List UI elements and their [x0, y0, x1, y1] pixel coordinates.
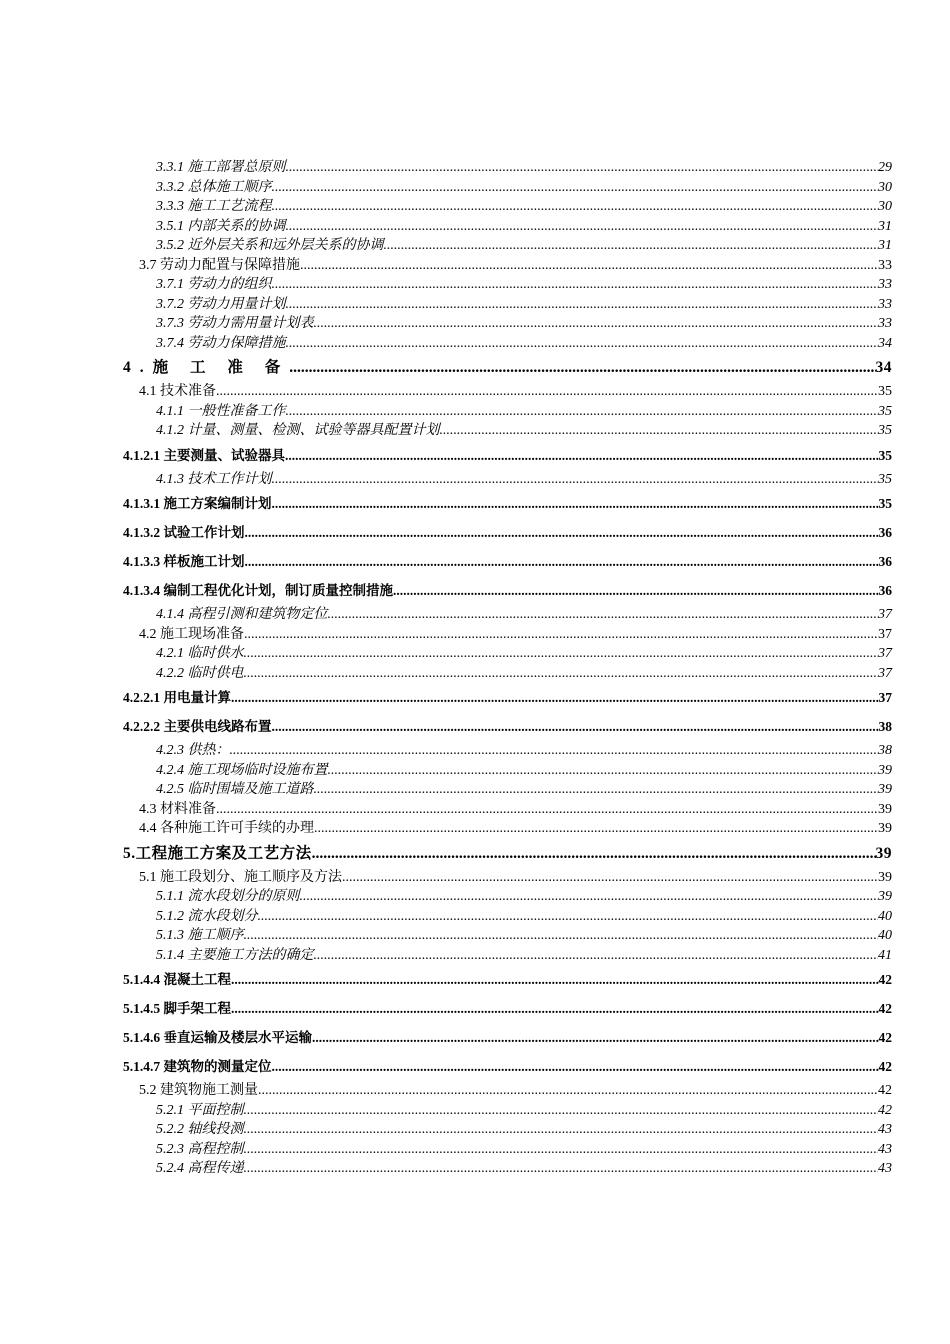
toc-entry-page: 33 — [878, 296, 892, 312]
toc-entry-page: 33 — [878, 257, 892, 273]
toc-entry[interactable] — [0, 741, 950, 761]
toc-leader-dots — [328, 605, 879, 625]
toc-entry[interactable] — [0, 197, 950, 217]
toc-entry[interactable] — [0, 926, 950, 946]
toc-entry[interactable] — [0, 489, 950, 518]
toc-entry-title: 4.1.3.4 编制工程优化计划，制订质量控制措施 — [123, 583, 393, 598]
toc-entry-title: 4.1.2 计量、测量、检测、试验等器具配置计划 — [156, 423, 440, 438]
toc-entry-page: 40 — [878, 928, 892, 943]
toc-entry[interactable] — [0, 217, 950, 237]
toc-entry-title: 3.7 劳动力配置与保障措施 — [139, 257, 300, 273]
toc-entry-title: 4.2.2.2 主要供电线路布置 — [123, 719, 272, 734]
toc-leader-dots — [272, 197, 879, 217]
toc-entry-title: 3.5.1 内部关系的协调 — [156, 218, 286, 234]
toc-entry-page: 39 — [878, 782, 892, 797]
toc-entry[interactable] — [0, 441, 950, 470]
toc-entry-page: 42 — [878, 1083, 892, 1098]
toc-entry[interactable] — [0, 576, 950, 605]
toc-leader-dots — [216, 382, 878, 402]
toc-leader-dots — [272, 489, 879, 518]
toc-leader-dots — [393, 576, 879, 605]
toc-entry-page: 34 — [875, 359, 892, 376]
toc-entry-page: 41 — [878, 947, 892, 963]
toc-entry-title: 5.1.4 主要施工方法的确定 — [156, 947, 314, 963]
toc-leader-dots — [300, 256, 878, 276]
toc-entry[interactable] — [0, 1101, 950, 1121]
toc-entry-title: 5.1.4.4 混凝土工程 — [123, 972, 231, 987]
toc-leader-dots — [314, 946, 879, 966]
toc-entry-title: 5.2.1 平面控制 — [156, 1102, 244, 1118]
toc-entry-page: 37 — [878, 665, 892, 681]
toc-entry-title: 3.7.4 劳动力保障措施 — [156, 335, 286, 351]
toc-entry-page: 38 — [878, 719, 892, 734]
toc-entry-title: 4.1.2.1 主要测量、试验器具 — [123, 447, 285, 463]
toc-leader-dots — [272, 470, 879, 490]
toc-leader-dots — [314, 314, 879, 334]
toc-entry[interactable] — [0, 256, 950, 276]
toc-entry[interactable] — [0, 664, 950, 684]
toc-entry-page: 39 — [878, 889, 892, 904]
toc-entry-title: 4.3 材料准备 — [139, 801, 216, 817]
toc-entry-title: 3.7.2 劳动力用量计划 — [156, 296, 286, 312]
toc-entry-title: 3.7.3 劳动力需用量计划表 — [156, 316, 314, 331]
toc-entry-page: 42 — [878, 972, 892, 987]
toc-entry-title: 4.2.3 供热： — [156, 743, 230, 758]
toc-leader-dots — [230, 741, 879, 761]
toc-entry[interactable] — [0, 334, 950, 354]
toc-entry-title: 4.2.4 施工现场临时设施布置 — [156, 762, 328, 778]
toc-entry-page: 38 — [878, 743, 892, 758]
toc-entry-page: 35 — [878, 423, 892, 438]
toc-entry[interactable] — [0, 965, 950, 994]
toc-entry-page: 31 — [878, 238, 892, 253]
toc-leader-dots — [244, 926, 879, 946]
toc-leader-dots — [289, 353, 875, 382]
toc-entry-title: 4.1 技术准备 — [139, 384, 216, 399]
toc-entry[interactable] — [0, 275, 950, 295]
toc-entry-page: 31 — [878, 218, 892, 234]
toc-entry-title: 3.3.2 总体施工顺序 — [156, 179, 272, 195]
toc-entry[interactable] — [0, 644, 950, 664]
toc-entry-page: 42 — [878, 1059, 892, 1074]
toc-entry[interactable] — [0, 353, 950, 382]
toc-entry[interactable] — [0, 178, 950, 198]
toc-leader-dots — [328, 761, 879, 781]
toc-entry[interactable] — [0, 1081, 950, 1101]
toc-leader-dots — [244, 1159, 879, 1179]
toc-entry-title: 3.3.1 施工部署总原则 — [156, 160, 286, 175]
toc-entry-page: 36 — [878, 554, 892, 569]
toc-entry-page: 37 — [878, 626, 892, 642]
toc-entry-page: 42 — [878, 1102, 892, 1118]
toc-entry[interactable] — [0, 518, 950, 547]
toc-entry[interactable] — [0, 605, 950, 625]
toc-entry-title: 4.2.5 临时围墙及施工道路 — [156, 782, 314, 797]
toc-entry-page: 40 — [878, 908, 892, 924]
toc-entry-title: 5.2 建筑物施工测量 — [139, 1083, 258, 1098]
toc-entry[interactable] — [0, 819, 950, 839]
toc-leader-dots — [286, 402, 879, 422]
toc-leader-dots — [244, 625, 878, 645]
toc-entry[interactable] — [0, 625, 950, 645]
toc-entry[interactable] — [0, 761, 950, 781]
toc-entry-title: 4.2.1 临时供水 — [156, 646, 244, 661]
toc-entry-page: 39 — [878, 821, 892, 836]
toc-entry[interactable] — [0, 907, 950, 927]
toc-entry-title: 4.1.3 技术工作计划 — [156, 471, 272, 487]
toc-entry-title: 4.1.1 一般性准备工作 — [156, 403, 286, 419]
toc-entry-title: 4.1.3.2 试验工作计划 — [123, 525, 245, 540]
toc-entry-page: 36 — [878, 583, 892, 598]
toc-entry-page: 33 — [878, 316, 892, 331]
toc-leader-dots — [244, 1101, 879, 1121]
toc-entry-page: 39 — [878, 801, 892, 817]
toc-leader-dots — [272, 275, 879, 295]
toc-entry-title: 3.3.3 施工工艺流程 — [156, 199, 272, 214]
toc-entry[interactable] — [0, 382, 950, 402]
toc-leader-dots — [272, 1052, 879, 1081]
toc-entry[interactable] — [0, 1052, 950, 1081]
toc-leader-dots — [286, 295, 879, 315]
toc-entry-title: 4.1.3.1 施工方案编制计划 — [123, 496, 272, 511]
toc-entry-title: 5.1 施工段划分、施工顺序及方法 — [139, 869, 342, 885]
table-of-contents — [0, 158, 950, 1179]
toc-entry-title: 5.2.2 轴线投测 — [156, 1122, 244, 1137]
toc-leader-dots — [384, 236, 879, 256]
toc-entry[interactable] — [0, 868, 950, 888]
toc-entry-page: 35 — [878, 384, 892, 399]
toc-entry[interactable] — [0, 158, 950, 178]
toc-entry-title: 3.5.2 近外层关系和远外层关系的协调 — [156, 238, 384, 253]
toc-entry[interactable] — [0, 780, 950, 800]
toc-entry[interactable] — [0, 1120, 950, 1140]
toc-entry-page: 37 — [878, 690, 892, 705]
toc-leader-dots — [245, 518, 879, 547]
toc-leader-dots — [231, 965, 879, 994]
toc-entry[interactable] — [0, 295, 950, 315]
toc-entry[interactable] — [0, 421, 950, 441]
toc-entry[interactable] — [0, 800, 950, 820]
toc-entry[interactable] — [0, 547, 950, 576]
toc-entry-page: 35 — [878, 496, 892, 511]
toc-entry-title: 5.1.4.6 垂直运输及楼层水平运输 — [123, 1030, 312, 1045]
toc-entry-title: 5.2.4 高程传递 — [156, 1161, 244, 1176]
toc-leader-dots — [258, 1081, 878, 1101]
toc-entry-title: 4.2 施工现场准备 — [139, 626, 244, 642]
toc-leader-dots — [231, 994, 879, 1023]
toc-entry-page: 33 — [878, 277, 892, 292]
toc-leader-dots — [286, 217, 879, 237]
toc-leader-dots — [314, 819, 878, 839]
toc-leader-dots — [312, 1023, 879, 1052]
toc-entry-title: 4.4 各种施工许可手续的办理 — [139, 821, 314, 836]
toc-entry[interactable] — [0, 946, 950, 966]
toc-entry[interactable] — [0, 994, 950, 1023]
toc-entry-title: 5.工程施工方案及工艺方法 — [123, 844, 312, 862]
toc-leader-dots — [244, 1120, 879, 1140]
toc-entry-page: 43 — [878, 1141, 892, 1157]
toc-entry-page: 30 — [878, 199, 892, 214]
toc-leader-dots — [231, 683, 879, 712]
toc-entry[interactable] — [0, 470, 950, 490]
toc-entry-page: 39 — [878, 869, 892, 885]
toc-leader-dots — [272, 712, 879, 741]
toc-leader-dots — [314, 780, 879, 800]
toc-leader-dots — [244, 1140, 879, 1160]
toc-entry[interactable] — [0, 314, 950, 334]
toc-entry-page: 36 — [878, 525, 892, 540]
toc-leader-dots — [342, 868, 878, 888]
toc-entry-title: 4.施 工 准 备 — [123, 359, 290, 376]
toc-leader-dots — [285, 441, 879, 470]
toc-entry-title: 4.2.2.1 用电量计算 — [123, 690, 231, 705]
toc-entry[interactable] — [0, 683, 950, 712]
toc-entry-title: 3.7.1 劳动力的组织 — [156, 277, 272, 292]
toc-leader-dots — [244, 664, 879, 684]
toc-entry[interactable] — [0, 1140, 950, 1160]
toc-leader-dots — [258, 907, 879, 927]
toc-leader-dots — [440, 421, 879, 441]
toc-leader-dots — [300, 887, 879, 907]
toc-entry-title: 5.2.3 高程控制 — [156, 1141, 244, 1157]
toc-entry[interactable] — [0, 712, 950, 741]
toc-entry-page: 29 — [878, 160, 892, 175]
toc-entry-page: 43 — [878, 1161, 892, 1176]
toc-leader-dots — [245, 547, 879, 576]
toc-entry[interactable] — [0, 839, 950, 868]
toc-entry-page: 35 — [878, 447, 892, 463]
toc-entry-page: 42 — [878, 1001, 892, 1016]
toc-entry-page: 39 — [878, 762, 892, 778]
toc-leader-dots — [312, 839, 876, 868]
toc-entry[interactable] — [0, 1159, 950, 1179]
toc-entry-title: 5.1.2 流水段划分 — [156, 908, 258, 924]
toc-entry-title: 4.1.4 高程引测和建筑物定位 — [156, 607, 328, 622]
toc-entry-title: 5.1.1 流水段划分的原则 — [156, 889, 300, 904]
toc-entry[interactable] — [0, 236, 950, 256]
toc-leader-dots — [216, 800, 878, 820]
toc-leader-dots — [272, 178, 879, 198]
toc-leader-dots — [286, 334, 879, 354]
toc-entry-page: 42 — [878, 1030, 892, 1045]
toc-entry-title: 4.1.3.3 样板施工计划 — [123, 554, 245, 569]
toc-entry[interactable] — [0, 887, 950, 907]
toc-entry-title: 5.1.4.7 建筑物的测量定位 — [123, 1059, 272, 1074]
toc-leader-dots — [286, 158, 879, 178]
toc-entry-title: 5.1.4.5 脚手架工程 — [123, 1001, 231, 1016]
toc-leader-dots — [244, 644, 879, 664]
toc-entry-page: 35 — [878, 471, 892, 487]
toc-entry[interactable] — [0, 402, 950, 422]
toc-entry-page: 37 — [878, 607, 892, 622]
toc-entry-page: 37 — [878, 646, 892, 661]
toc-entry-page: 43 — [878, 1122, 892, 1137]
toc-entry-page: 34 — [878, 335, 892, 351]
toc-entry-page: 35 — [878, 403, 892, 419]
toc-entry-page: 39 — [875, 844, 892, 862]
toc-entry-title: 4.2.2 临时供电 — [156, 665, 244, 681]
toc-entry-title: 5.1.3 施工顺序 — [156, 928, 244, 943]
toc-entry[interactable] — [0, 1023, 950, 1052]
toc-entry-page: 30 — [878, 179, 892, 195]
